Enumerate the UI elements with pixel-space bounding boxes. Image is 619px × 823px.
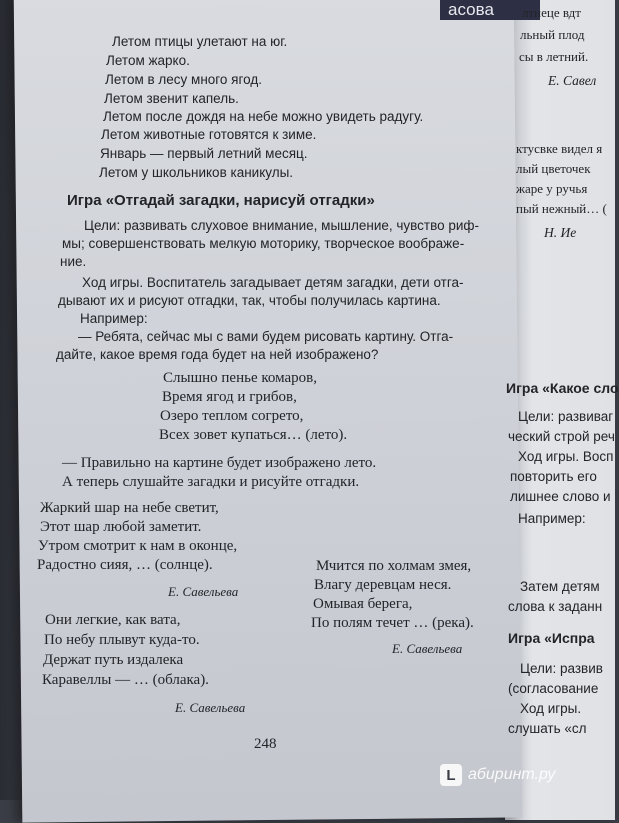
facing-heading: Игра «Какое сло [506, 380, 619, 396]
course-line: дывают их и рисуют отгадки, так, чтобы получилась картина. [58, 293, 441, 308]
facing-line: Ход игры. [520, 701, 582, 716]
list-line: Летом птицы улетают на юг. [112, 34, 288, 49]
course-line: Например: [80, 311, 148, 326]
facing-line: Ход игры. Восп [518, 449, 614, 464]
riddle-line: Озеро теплом согрето, [160, 408, 304, 424]
page-number: 248 [254, 736, 277, 752]
facing-fragment: пый нежный… ( [516, 201, 607, 216]
facing-fragment: Е. Савел [548, 73, 597, 88]
riddle-sun-line: Радостно сияя, … (солнце). [37, 557, 213, 573]
course-line: Ход игры. Воспитатель загадывает детям загадки, дети отга- [82, 275, 464, 290]
riddle-sun-line: Жаркий шар на небе светит, [40, 500, 219, 516]
facing-fragment: Н. Ие [544, 225, 577, 240]
facing-fragment: жаре у ручья [516, 181, 588, 196]
goals-line: мы; совершенствовать мелкую моторику, творческое воображе- [62, 236, 465, 251]
list-line: Летом в лесу много ягод. [105, 72, 262, 87]
riddle-river-line: Влагу деревцам неся. [314, 577, 452, 593]
facing-line: повторить его [510, 469, 597, 484]
facing-fragment: лтнеце вдт [522, 5, 581, 20]
riddle-line: Время ягод и грибов, [162, 389, 297, 405]
riddle-clouds-line: Держат путь издалека [43, 652, 184, 668]
facing-fragment: лый цветочек [516, 161, 591, 176]
facing-line: Например: [518, 511, 586, 526]
goals-line: ние. [60, 254, 87, 269]
facing-line: Затем детям [520, 579, 600, 594]
list-line: Летом у школьников каникулы. [99, 165, 294, 180]
riddle-line: Всех зовет купаться… (лето). [159, 427, 348, 443]
watermark-logo-icon: L [440, 764, 462, 786]
facing-heading: Игра «Испра [508, 630, 595, 646]
facing-line: Цели: развив [520, 661, 603, 676]
game-title: Игра «Отгадай загадки, нарисуй отгадки» [67, 192, 375, 209]
answer-line: А теперь слушайте загадки и рисуйте отгадки. [62, 474, 360, 490]
facing-fragment: льный плод [520, 27, 585, 42]
author-credit: Е. Савельева [392, 641, 463, 656]
facing-line: слова к заданн [508, 599, 603, 614]
facing-line: Цели: развиваг [518, 409, 614, 424]
facing-fragment: ктусвке видел я [516, 141, 603, 156]
list-line: Летом после дождя на небе можно увидеть радугу. [103, 109, 424, 124]
facing-line: лишнее слово и [510, 489, 611, 504]
riddle-clouds-line: Каравеллы — … (облака). [42, 672, 209, 688]
watermark-text: абиринт.ру [468, 766, 556, 783]
author-credit: Е. Савельева [175, 700, 246, 715]
facing-line: слушать «сл [508, 721, 587, 736]
list-line: Летом жарко. [106, 53, 190, 68]
list-line: Летом животные готовятся к зиме. [101, 127, 317, 142]
header-strip: асова [440, 0, 540, 20]
riddle-sun-line: Этот шар любой заметит. [40, 519, 202, 535]
riddle-clouds-line: Они легкие, как вата, [45, 612, 181, 628]
goals-line: Цели: развивать слуховое внимание, мышление, чувство риф- [84, 218, 480, 233]
riddle-sun-line: Утром смотрит к нам в оконце, [38, 538, 238, 554]
author-credit: Е. Савельева [168, 584, 239, 599]
facing-line: ческий строй реч [508, 429, 615, 444]
answer-line: — Правильно на картине будет изображено лето. [62, 455, 377, 471]
riddle-line: Слышно пенье комаров, [163, 370, 317, 386]
riddle-river-line: Омывая берега, [313, 596, 413, 612]
facing-fragment: сы в летний. [519, 49, 589, 64]
course-line: дайте, какое время года будет на ней изображено? [56, 347, 379, 362]
watermark [440, 760, 590, 790]
riddle-river-line: По полям течет … (река). [311, 615, 474, 631]
list-line: Январь — первый летний месяц. [100, 146, 308, 161]
list-line: Летом звенит капель. [104, 91, 239, 106]
course-line: — Ребята, сейчас мы с вами будем рисовать картину. Отга- [78, 329, 454, 344]
facing-line: (согласование [508, 681, 599, 696]
riddle-clouds-line: По небу плывут куда-то. [44, 632, 200, 648]
riddle-river-line: Мчится по холмам змея, [316, 558, 472, 574]
